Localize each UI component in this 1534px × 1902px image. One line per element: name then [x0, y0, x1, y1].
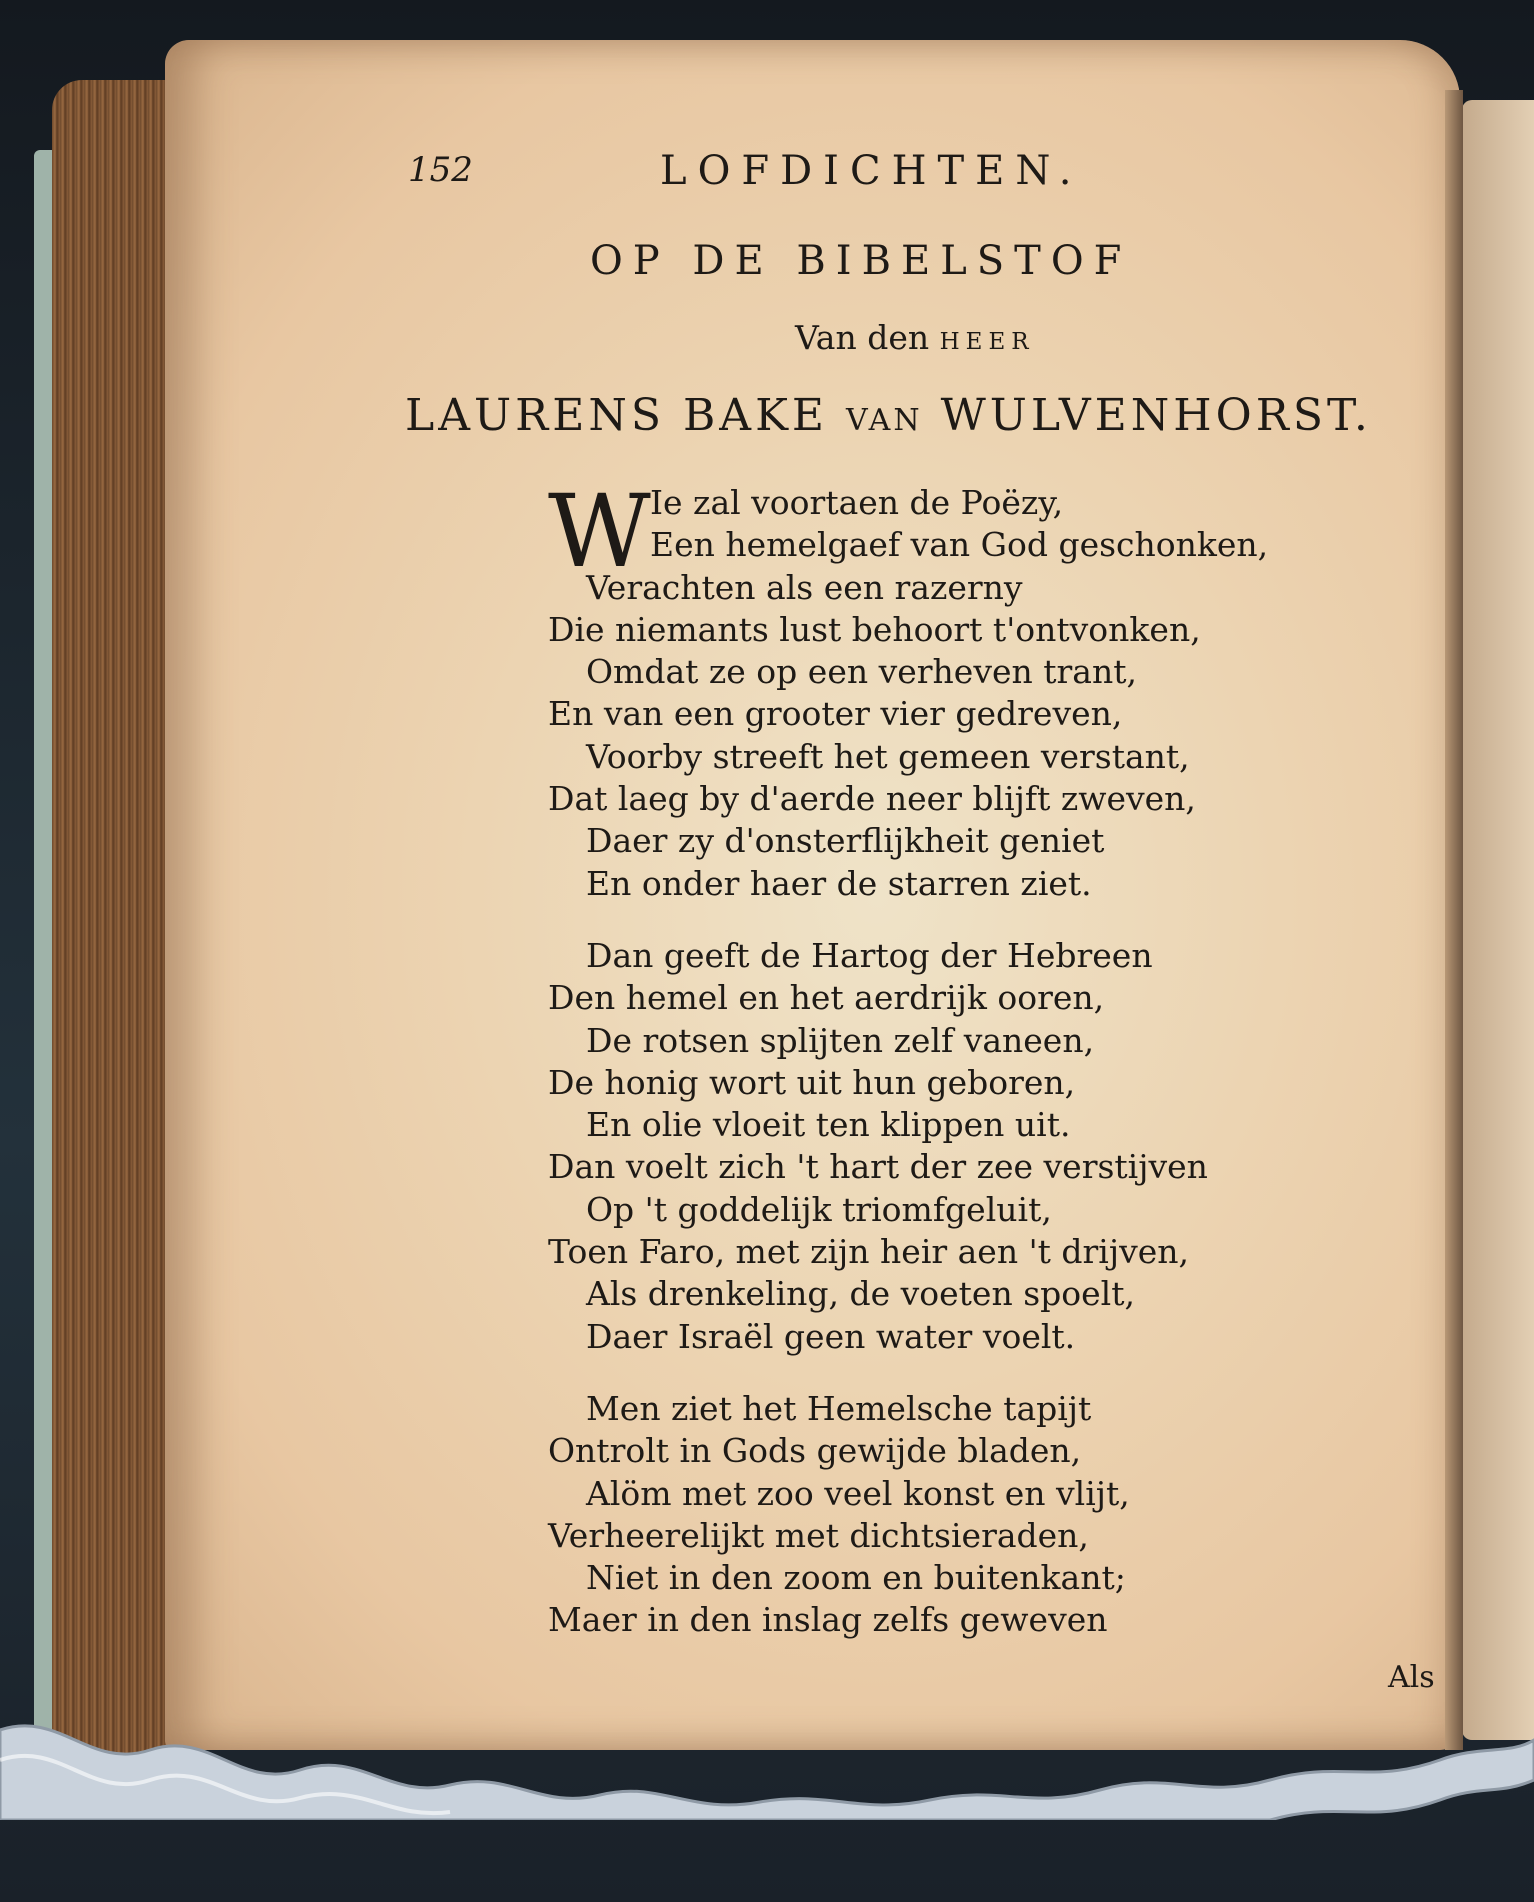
poem-line: Dat laeg by d'aerde neer blijft zweven,	[548, 779, 1196, 819]
page-number: 152	[408, 150, 473, 190]
poem-line: Dan geeft de Hartog der Hebreen	[586, 935, 1153, 975]
stanza-gap	[548, 905, 1268, 935]
running-head: LOFDICHTEN.	[660, 148, 1083, 194]
dedication-caps: HEER	[939, 329, 1035, 355]
show-through-text	[1080, 160, 1280, 210]
stanza	[548, 1388, 1268, 1642]
poem-line: Maer in den inslag zelfs geweven	[548, 1600, 1108, 1640]
poem-line: En onder haer de starren ziet.	[586, 863, 1092, 903]
poem-line: De rotsen splijten zelf vaneen,	[586, 1020, 1095, 1060]
poem-line: Dan voelt zich 't hart der zee verstijven	[548, 1147, 1208, 1187]
poem-title: OP DE BIBELSTOF	[590, 238, 1132, 284]
stanza-gap	[548, 1358, 1268, 1388]
poem-line: Men ziet het Hemelsche tapijt	[586, 1388, 1092, 1428]
dedicatee-part-3: WULVENHORST.	[922, 390, 1372, 441]
poem-line: Ie zal voortaen de Poëzy,	[650, 483, 1064, 522]
poem-line: En van een grooter vier gedreven,	[548, 694, 1123, 734]
poem-line: Ontrolt in Gods gewijde bladen,	[548, 1431, 1082, 1471]
poem-line: Niet in den zoom en buitenkant;	[586, 1558, 1126, 1598]
poem-line: Een hemelgaef van God geschonken,	[650, 525, 1269, 565]
stanza	[548, 935, 1268, 1358]
book-gutter	[1445, 90, 1463, 1750]
poem-line: Verachten als een razerny	[586, 567, 1023, 607]
stanza	[548, 473, 1269, 905]
poem-line: Op 't goddelijk triomfgeluit,	[586, 1189, 1052, 1229]
book-support-strap	[0, 1690, 1534, 1820]
dedicatee-name	[405, 390, 1372, 441]
poem-line: Die niemants lust behoort t'ontvonken,	[548, 609, 1201, 649]
poem-line: Den hemel en het aerdrijk ooren,	[548, 978, 1105, 1018]
poem-line: Alöm met zoo veel konst en vlijt,	[586, 1473, 1130, 1513]
poem-line: Toen Faro, met zijn heir aen 't drijven,	[548, 1232, 1190, 1272]
poem-body	[548, 473, 1269, 1642]
poem-line: Voorby streeft het gemeen verstant,	[586, 736, 1190, 776]
poem-line: En olie vloeit ten klippen uit.	[586, 1105, 1071, 1145]
dedication-line	[795, 318, 1035, 357]
drop-cap: W	[548, 473, 651, 590]
poem-line: Als drenkeling, de voeten spoelt,	[586, 1274, 1135, 1314]
dedicatee-part-1: LAURENS BAKE	[405, 390, 847, 441]
poem-line: De honig wort uit hun geboren,	[548, 1062, 1076, 1102]
poem-line: Daer Israël geen water voelt.	[586, 1316, 1076, 1356]
poem-line: Omdat ze op een verheven trant,	[586, 652, 1137, 692]
poem-line: Daer zy d'onsterflijkheit geniet	[586, 821, 1105, 861]
dedicatee-part-2: VAN	[846, 403, 923, 438]
catchword: Als	[1388, 1660, 1435, 1695]
dedication-prefix: Van den	[795, 318, 940, 357]
poem-line: Verheerelijkt met dichtsieraden,	[548, 1515, 1089, 1555]
facing-page-edge	[1462, 100, 1534, 1740]
